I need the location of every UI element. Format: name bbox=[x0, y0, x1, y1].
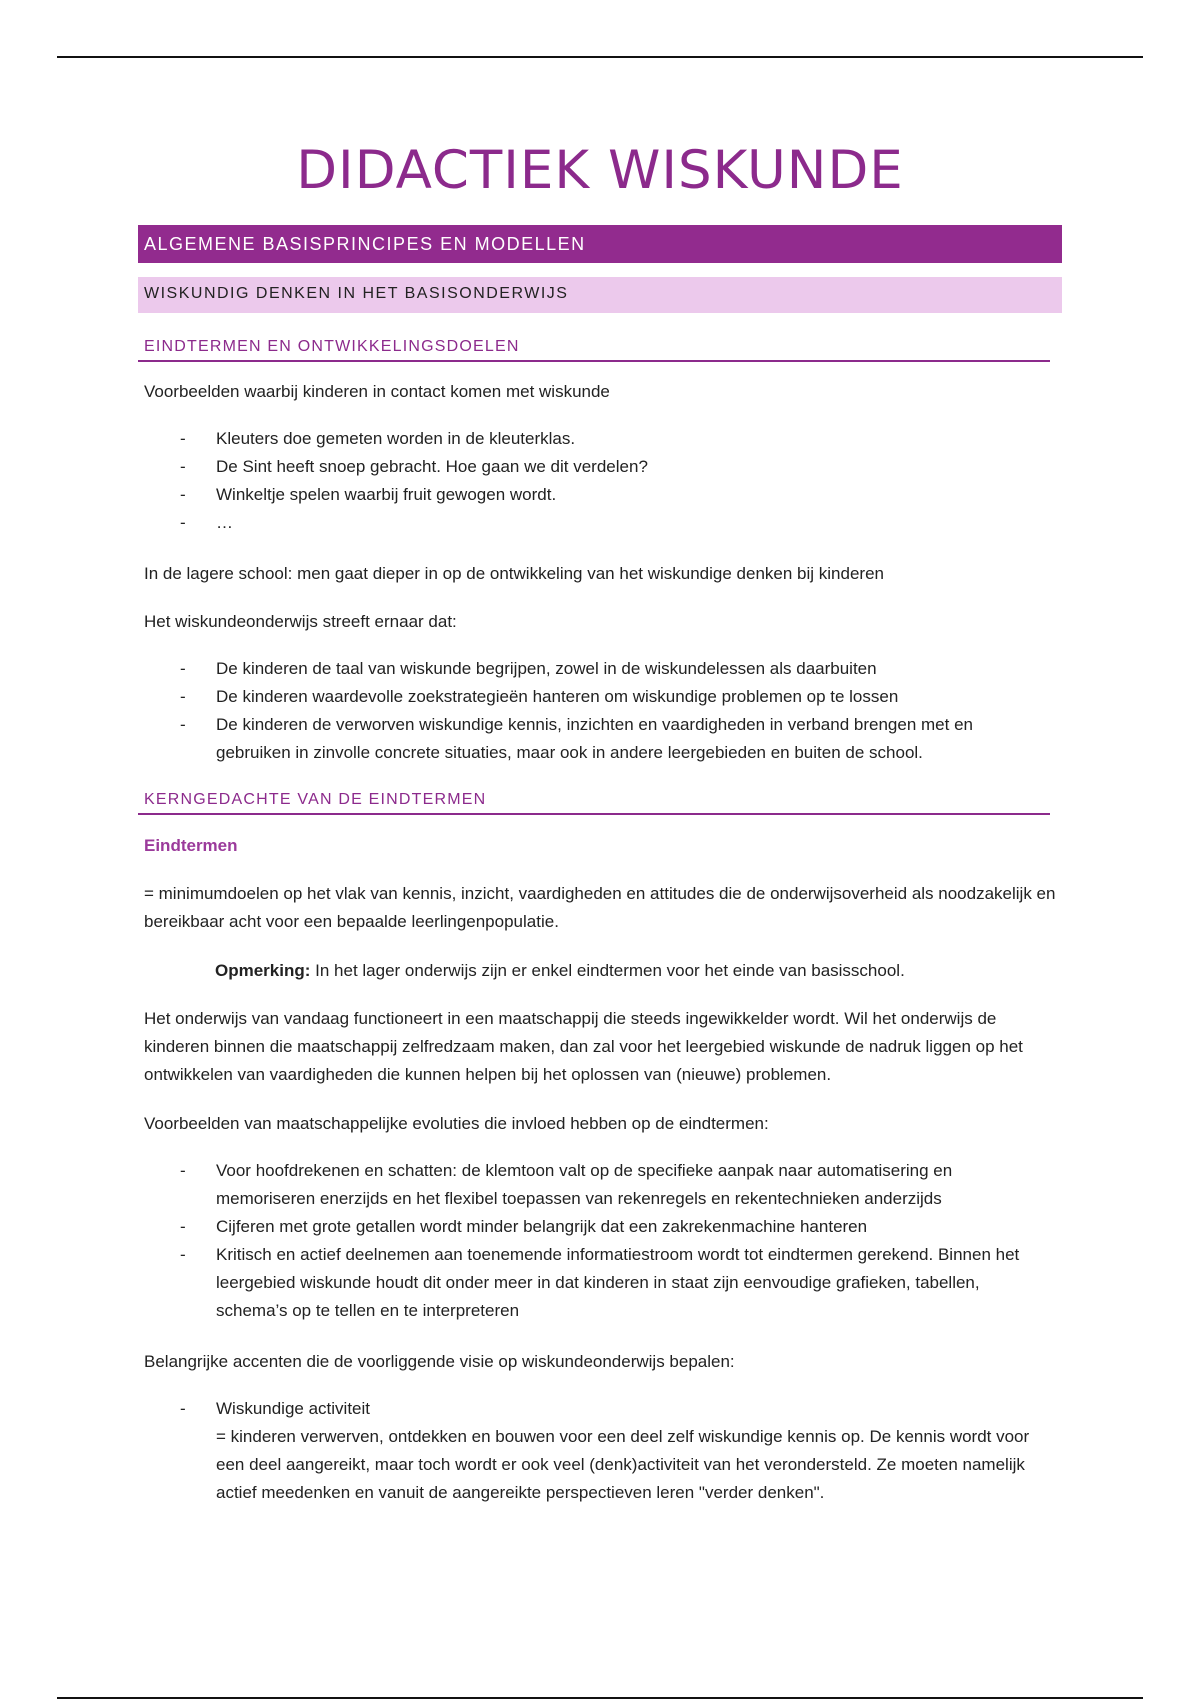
bottom-rule bbox=[57, 1697, 1143, 1699]
paragraph-voorbeelden: Voorbeelden waarbij kinderen in contact komen met wiskunde bbox=[144, 382, 610, 401]
list-item: - Winkeltje spelen waarbij fruit gewogen wordt. bbox=[180, 485, 557, 504]
document-title: DIDACTIEK WISKUNDE bbox=[296, 140, 904, 201]
subheading-eindtermen: Eindtermen bbox=[144, 836, 238, 855]
paragraph-lagere-school: In de lagere school: men gaat dieper in op de ontwikkeling van het wiskundige denken bij kinderen bbox=[144, 564, 884, 583]
accent-title: Wiskundige activiteit bbox=[216, 1399, 371, 1418]
note-opmerking bbox=[215, 957, 905, 985]
examples-list bbox=[138, 425, 1050, 537]
paragraph-definition: = minimumdoelen op het vlak van kennis, inzicht, vaardigheden en attitudes die de onderwijsoverheid als noodzakelijk en bereikbaar acht voor een bepaalde leerlingenpopulatie. bbox=[144, 884, 1056, 931]
goals-list bbox=[138, 655, 1050, 767]
list-item: - De Sint heeft snoep gebracht. Hoe gaan we dit verdelen? bbox=[180, 457, 648, 476]
paragraph-streeft: Het wiskundeonderwijs streeft ernaar dat: bbox=[144, 612, 457, 631]
section-heading-eindtermen: EINDTERMEN EN ONTWIKKELINGSDOELEN bbox=[138, 338, 1050, 362]
accent-text: = kinderen verwerven, ontdekken en bouwen voor een deel zelf wiskundige kennis op. De kennis wordt voor een deel aangereikt, maar toch wordt er ook veel (denk)activiteit van het verondersteld. Ze moeten namelijk actief meedenken en vanuit de aangereikte perspectieven leren "verder denken". bbox=[216, 1427, 1030, 1502]
list-item: - Wiskundige activiteit = kinderen verwerven, ontdekken en bouwen voor een deel zelf wiskundige kennis op. De kennis wordt voor een deel aangereikt, maar toch wordt er ook veel (denk)activiteit van het verondersteld. Ze moeten namelijk actief meedenken en vanuit de aangereikte perspectieven leren "verder denken". bbox=[180, 1399, 1030, 1502]
list-item: - Kleuters doe gemeten worden in de kleuterklas. bbox=[180, 429, 576, 448]
list-item: - Voor hoofdrekenen en schatten: de klemtoon valt op de specifieke aanpak naar automatisering en memoriseren enerzijds en het flexibel toepassen van rekenregels en rekentechnieken anderzijds bbox=[180, 1161, 953, 1208]
section-heading-kerngedachte: KERNGEDACHTE VAN DE EINDTERMEN bbox=[138, 791, 1050, 815]
paragraph-onderwijs: Het onderwijs van vandaag functioneert in een maatschappij die steeds ingewikkelder wordt. Wil het onderwijs de kinderen binnen die maatschappij zelfredzaam maken, dan zal voor het leergebied wiskunde de nadruk liggen op het ontwikkelen van vaardigheden die kunnen helpen bij het oplossen van (nieuwe) problemen. bbox=[144, 1009, 1023, 1084]
list-item: - Kritisch en actief deelnemen aan toenemende informatiestroom wordt tot eindtermen gerekend. Binnen het leergebied wiskunde houdt dit onder meer in dat kinderen in staat zijn eenvoudige grafieken, tabellen, schema’s op te tellen en te interpreteren bbox=[180, 1245, 1020, 1320]
note-text: In het lager onderwijs zijn er enkel eindtermen voor het einde van basisschool. bbox=[310, 961, 905, 980]
note-label: Opmerking: bbox=[215, 961, 311, 980]
top-rule bbox=[57, 56, 1143, 58]
heading-2: WISKUNDIG DENKEN IN HET BASISONDERWIJS bbox=[138, 277, 1062, 313]
heading-1: ALGEMENE BASISPRINCIPES EN MODELLEN bbox=[138, 225, 1062, 263]
accents-list bbox=[138, 1395, 1050, 1507]
list-item: - Cijferen met grote getallen wordt minder belangrijk dat een zakrekenmachine hanteren bbox=[180, 1217, 868, 1236]
paragraph-evoluties: Voorbeelden van maatschappelijke evoluties die invloed hebben op de eindtermen: bbox=[144, 1114, 769, 1133]
evolutions-list bbox=[138, 1157, 1050, 1325]
list-item: - De kinderen de taal van wiskunde begrijpen, zowel in de wiskundelessen als daarbuiten bbox=[180, 659, 877, 678]
paragraph-accenten: Belangrijke accenten die de voorliggende visie op wiskundeonderwijs bepalen: bbox=[144, 1352, 735, 1371]
list-item: - … bbox=[180, 513, 233, 532]
list-item: - De kinderen waardevolle zoekstrategieën hanteren om wiskundige problemen op te lossen bbox=[180, 687, 899, 706]
list-item: - De kinderen de verworven wiskundige kennis, inzichten en vaardigheden in verband brengen met en gebruiken in zinvolle concrete situaties, maar ook in andere leergebieden en buiten de school. bbox=[180, 715, 973, 762]
